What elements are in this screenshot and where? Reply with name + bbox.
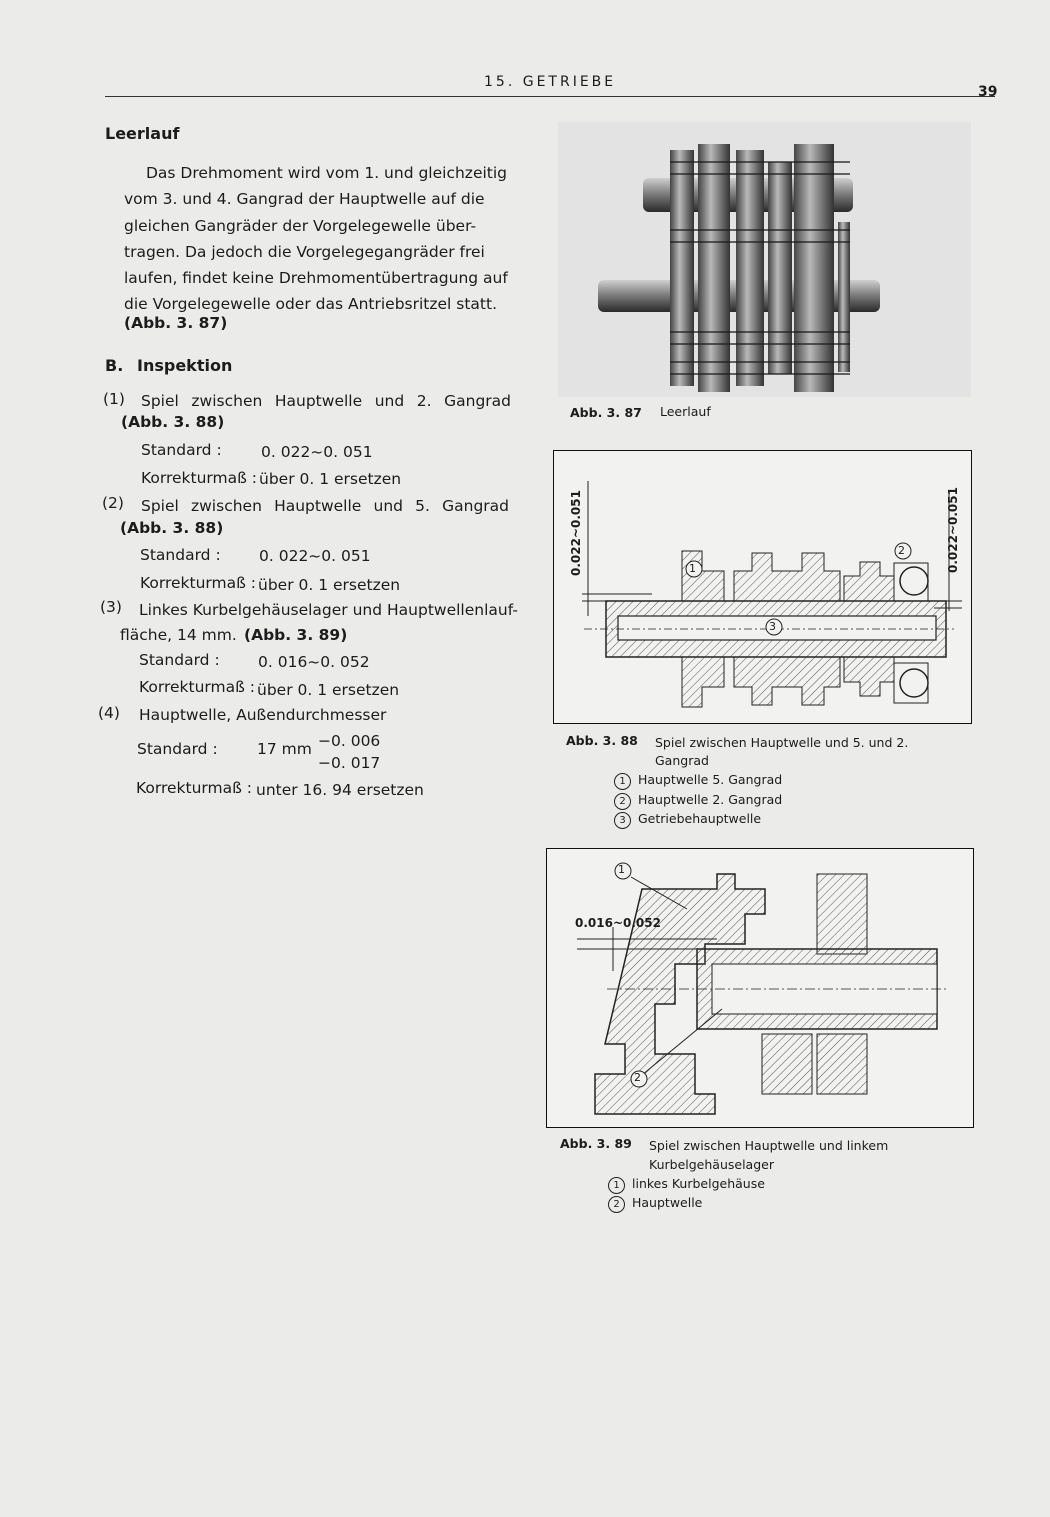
item-1-text: Spiel zwischen Hauptwelle und 2. Gangrad [141, 392, 511, 410]
fig88-callout-2: 2 [898, 544, 905, 557]
item-4-text: Hauptwelle, Außendurchmesser [139, 706, 387, 724]
fig88-legend-item-1 [614, 770, 782, 790]
leerlauf-line-1: Das Drehmoment wird vom 1. und gleichzeitig [146, 164, 508, 182]
section-title-inspektion: Inspektion [137, 356, 233, 375]
item-3-korrektur-label: Korrekturmaß : [139, 678, 256, 696]
item-1-standard-value: 0. 022~0. 051 [261, 443, 373, 461]
gearbox-photo-drawing [558, 122, 971, 397]
chapter-header: 15. GETRIEBE [484, 74, 617, 90]
item-2-korrektur-value: über 0. 1 ersetzen [258, 576, 401, 594]
fig87-label: Abb. 3. 87 [570, 405, 642, 420]
fig88-label: Abb. 3. 88 [566, 733, 638, 748]
item-3-ref: (Abb. 3. 89) [244, 626, 348, 644]
item-3-text: Linkes Kurbelgehäuselager und Hauptwellenlauf- [139, 601, 518, 619]
item-4-standard-value: 17 mm [257, 740, 312, 758]
legend-number-2: 2 [608, 1196, 625, 1213]
fig89-caption-cont: Kurbelgehäuselager [649, 1157, 774, 1172]
fig88-caption-cont: Gangrad [655, 753, 709, 768]
shaft-gear-section-drawing [554, 451, 971, 723]
legend-number-3: 3 [614, 812, 631, 829]
leerlauf-figure-ref: (Abb. 3. 87) [124, 314, 228, 332]
fig89-caption: Spiel zwischen Hauptwelle und linkem [649, 1138, 889, 1153]
fig88-callout-1: 1 [689, 562, 696, 575]
legend-text-2: Hauptwelle [632, 1195, 703, 1210]
fig88-dimension-right: 0.022~0.051 [946, 487, 960, 573]
legend-text-1: linkes Kurbelgehäuse [632, 1176, 765, 1191]
fig89-label: Abb. 3. 89 [560, 1136, 632, 1151]
legend-text-1: Hauptwelle 5. Gangrad [638, 772, 783, 787]
figure-3-88-diagram [553, 450, 972, 724]
leerlauf-paragraph [124, 160, 514, 318]
leerlauf-line-5: laufen, findet keine Drehmomentübertragung auf [124, 269, 508, 288]
leerlauf-line-2: vom 3. und 4. Gangrad der Hauptwelle auf die [124, 190, 485, 209]
legend-number-1: 1 [614, 773, 631, 790]
item-3-number: (3) [100, 598, 122, 616]
item-4-tolerance-lower: −0. 017 [318, 754, 381, 772]
fig88-legend-item-2 [614, 790, 782, 810]
leerlauf-line-4: tragen. Da jedoch die Vorgelegegangräder frei [124, 242, 485, 261]
fig88-callout-3: 3 [769, 620, 776, 633]
fig89-callout-2: 2 [634, 1071, 641, 1084]
item-2-standard-value: 0. 022~0. 051 [259, 547, 371, 565]
item-1-number: (1) [103, 390, 125, 408]
item-4-standard-label: Standard : [137, 740, 218, 758]
fig88-caption: Spiel zwischen Hauptwelle und 5. und 2. [655, 735, 909, 750]
item-3-korrektur-value: über 0. 1 ersetzen [257, 681, 400, 699]
section-label-b: B. [105, 356, 124, 375]
figure-3-89-diagram [546, 848, 974, 1128]
fig89-dimension: 0.016~0.052 [575, 916, 661, 930]
item-3-standard-label: Standard : [139, 651, 220, 669]
item-2-standard-label: Standard : [140, 546, 221, 564]
section-title-leerlauf: Leerlauf [105, 124, 180, 143]
leerlauf-line-6: die Vorgelegewelle oder das Antriebsritzel statt. [124, 295, 497, 314]
fig88-dimension-left: 0.022~0.051 [569, 490, 583, 576]
item-3-text-cont: fläche, 14 mm. [120, 626, 237, 644]
header-rule [105, 96, 995, 97]
item-4-number: (4) [98, 704, 120, 722]
item-2-ref: (Abb. 3. 88) [120, 519, 224, 537]
fig87-caption: Leerlauf [660, 404, 711, 419]
item-1-ref: (Abb. 3. 88) [121, 413, 225, 431]
legend-text-2: Hauptwelle 2. Gangrad [638, 792, 783, 807]
item-4-korrektur-value: unter 16. 94 ersetzen [256, 781, 424, 799]
item-3-standard-value: 0. 016~0. 052 [258, 653, 370, 671]
item-2-korrektur-label: Korrekturmaß : [140, 574, 257, 592]
fig89-callout-1: 1 [618, 863, 625, 876]
legend-number-1: 1 [608, 1177, 625, 1194]
fig88-legend-item-3 [614, 809, 761, 829]
legend-number-2: 2 [614, 793, 631, 810]
item-1-standard-label: Standard : [141, 441, 222, 459]
page-number: 39 [978, 84, 998, 100]
leerlauf-line-3: gleichen Gangräder der Vorgelegewelle über- [124, 216, 477, 235]
fig89-legend-item-2 [608, 1193, 702, 1213]
item-4-tolerance-upper: −0. 006 [318, 732, 381, 750]
gearbox-photo [558, 122, 971, 397]
item-2-number: (2) [102, 494, 124, 512]
legend-text-3: Getriebehauptwelle [638, 811, 762, 826]
item-4-korrektur-label: Korrekturmaß : [136, 779, 253, 797]
item-1-korrektur-value: über 0. 1 ersetzen [259, 470, 402, 488]
item-1-korrektur-label: Korrekturmaß : [141, 469, 258, 487]
fig89-legend-item-1 [608, 1174, 765, 1194]
bearing-section-drawing [547, 849, 973, 1127]
item-2-text: Spiel zwischen Hauptwelle und 5. Gangrad [141, 497, 509, 515]
